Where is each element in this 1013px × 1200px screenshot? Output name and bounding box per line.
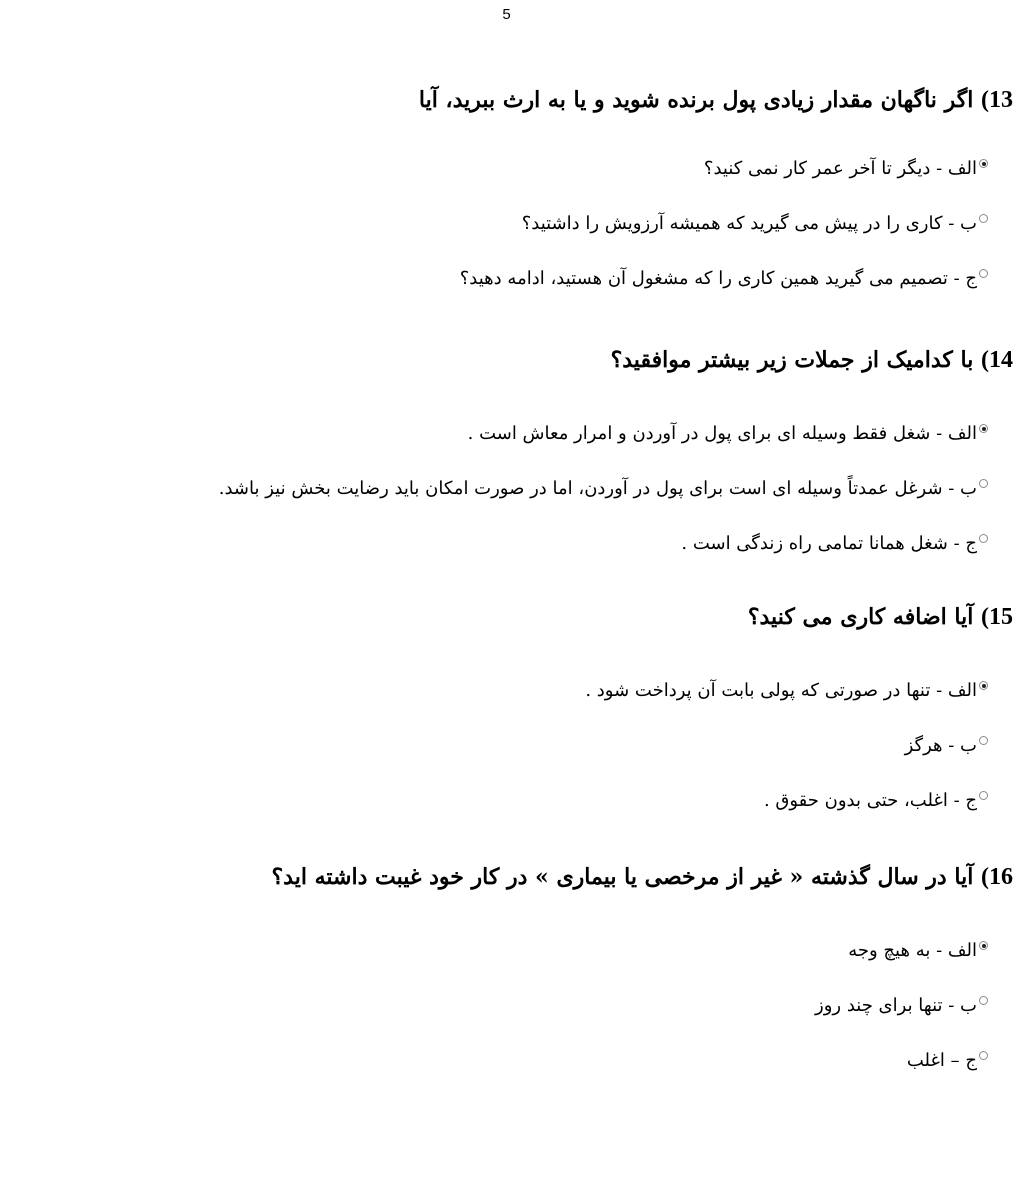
radio-icon[interactable] [979, 214, 988, 223]
question-number: 14) [981, 347, 1013, 373]
option-13-c[interactable] [460, 265, 988, 293]
option-text: الف - به هیچ وجه [848, 940, 977, 961]
option-text: ب - تنها برای چند روز [815, 995, 977, 1016]
option-text: ج - اغلب، حتی بدون حقوق . [763, 790, 977, 811]
option-text: ب - هرگز [904, 735, 977, 756]
radio-icon[interactable] [979, 534, 988, 543]
question-number: 16) [981, 864, 1013, 890]
question-text: آیا در سال گذشته « غیر از مرخصی یا بیماری » در کار خود غیبت داشته اید؟ [271, 864, 974, 890]
radio-selected-icon[interactable] [979, 159, 988, 168]
option-16-a[interactable] [848, 937, 988, 965]
option-13-b[interactable] [522, 210, 988, 238]
question-15-title [748, 602, 1013, 632]
option-text: ج – اغلب [906, 1050, 977, 1071]
radio-selected-icon[interactable] [979, 941, 988, 950]
radio-icon[interactable] [979, 1051, 988, 1060]
question-text: اگر ناگهان مقدار زیادی پول برنده شوید و یا به ارث ببرید، آیا [418, 87, 974, 113]
option-text: الف - تنها در صورتی که پولی بابت آن پرداخت شود . [585, 680, 977, 701]
option-text: الف - دیگر تا آخر عمر کار نمی کنید؟ [703, 158, 977, 179]
option-text: ج - تصمیم می گیرید همین کاری را که مشغول آن هستید، ادامه دهید؟ [459, 268, 977, 289]
option-15-a[interactable] [585, 677, 988, 705]
option-14-c[interactable] [681, 530, 988, 558]
option-14-b[interactable] [219, 475, 988, 503]
option-text: الف - شغل فقط وسیله ای برای پول در آوردن و امرار معاش است . [467, 423, 977, 444]
option-16-c[interactable] [907, 1047, 988, 1075]
option-text: ج - شغل همانا تمامی راه زندگی است . [681, 533, 977, 554]
option-text: ب - شرغل عمدتاً وسیله ای است برای پول در آوردن، اما در صورت امکان باید رضایت بخش نیز باشد. [218, 478, 977, 499]
option-15-b[interactable] [905, 732, 988, 760]
question-text: با کدامیک از جملات زیر بیشتر موافقید؟ [610, 347, 974, 373]
question-text: آیا اضافه کاری می کنید؟ [747, 604, 974, 630]
option-15-c[interactable] [764, 787, 988, 815]
radio-icon[interactable] [979, 996, 988, 1005]
question-number: 13) [981, 87, 1013, 113]
option-16-b[interactable] [815, 992, 988, 1020]
radio-selected-icon[interactable] [979, 424, 988, 433]
option-13-a[interactable] [704, 155, 988, 183]
radio-icon[interactable] [979, 791, 988, 800]
question-14-title [611, 345, 1013, 375]
question-16-title [271, 862, 1013, 892]
radio-icon[interactable] [979, 269, 988, 278]
option-14-a[interactable] [468, 420, 988, 448]
radio-icon[interactable] [979, 479, 988, 488]
question-number: 15) [981, 604, 1013, 630]
question-13-title [419, 85, 1013, 115]
page-number: 5 [502, 6, 511, 23]
option-text: ب - کاری را در پیش می گیرید که همیشه آرزویش را داشتید؟ [521, 213, 977, 234]
radio-selected-icon[interactable] [979, 681, 988, 690]
radio-icon[interactable] [979, 736, 988, 745]
